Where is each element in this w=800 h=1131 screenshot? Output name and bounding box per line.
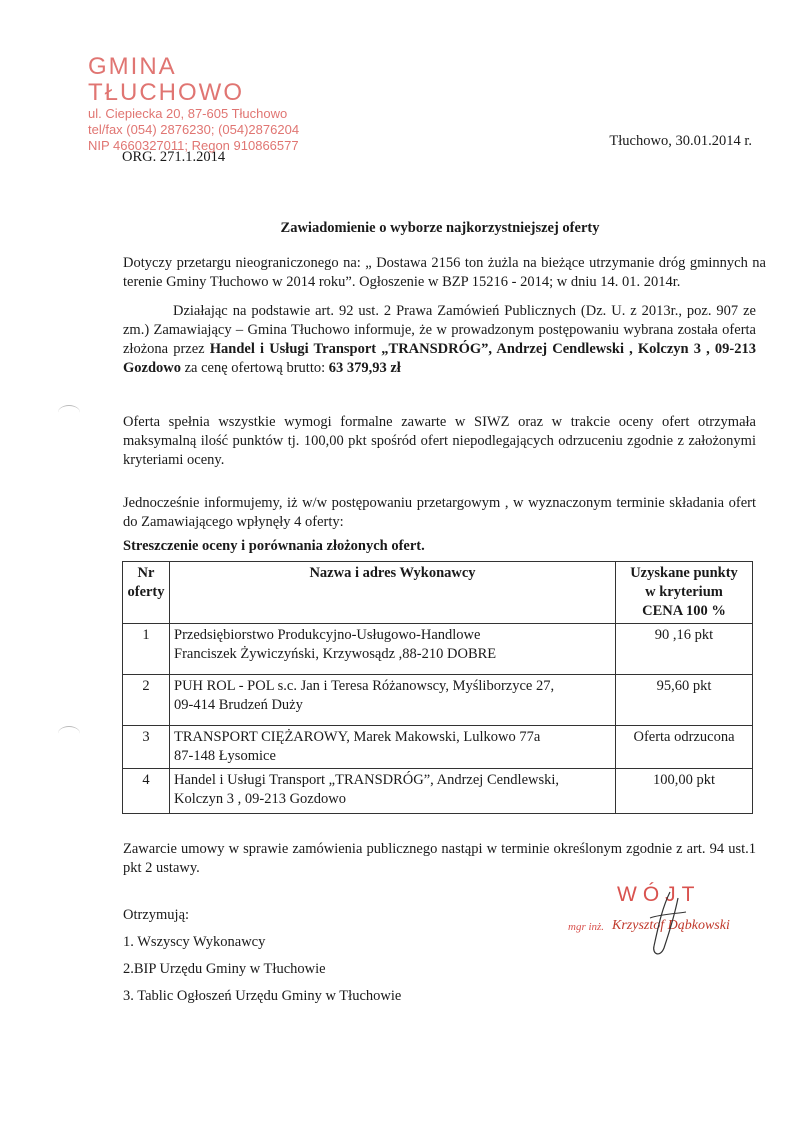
- paragraph-offers-count: Jednocześnie informujemy, iż w/w postępowaniu przetargowym , w wyznaczonym terminie składania ofert do Zamawiającego wpłynęły 4 oferty:: [123, 495, 756, 530]
- punch-hole-mark: [58, 726, 80, 741]
- recipients-label: Otrzymują:: [123, 907, 190, 923]
- signature-role-stamp: WÓJT: [617, 883, 701, 906]
- header-points-line: w kryterium: [645, 584, 723, 600]
- offers-table: [122, 561, 753, 814]
- contractor-line: Franciszek Żywiczyński, Krzywosądz ,88-210 DOBRE: [174, 646, 497, 662]
- reference-number: ORG. 271.1.2014: [122, 149, 226, 165]
- handwritten-signature: [640, 888, 700, 968]
- header-points: [616, 562, 753, 624]
- table-row: [123, 726, 753, 769]
- contractor-line: TRANSPORT CIĘŻAROWY, Marek Makowski, Lulkowo 77a: [174, 729, 541, 745]
- recipient-item: 2.BIP Urzędu Gminy w Tłuchowie: [123, 961, 326, 977]
- row-nr: 2: [123, 675, 170, 726]
- stamp-title: GMINA TŁUCHOWO: [88, 53, 244, 106]
- row-points: 100,00 pkt: [616, 769, 753, 814]
- table-row: [123, 624, 753, 675]
- winning-price: 63 379,93 zł: [328, 360, 401, 376]
- paragraph-subject: Dotyczy przetargu nieograniczonego na: „ Dostawa 2156 ton żużla na bieżące utrzymanie dróg gminnych na terenie Gminy Tłuchowo w 2014 roku”. Ogłoszenie w BZP 15216 - 2014; w dniu 14. 01. 2014r.: [123, 255, 766, 290]
- decision-text: Działając na podstawie art. 92 ust. 2 Prawa Zamówień Publicznych (Dz. U. z 2013r., poz. 907 ze zm.) Zamawiający – Gmina Tłuchowo informuje, że w prowadzonym postępowaniu wybrana została oferta złożona przez: [123, 303, 756, 357]
- row-contractor: [170, 726, 616, 769]
- winner-name: Handel i Usługi Transport „TRANSDRÓG”, Andrzej Cendlewski , Kolczyn 3 , 09-213 Gozdowo: [123, 341, 756, 376]
- contractor-line: Kolczyn 3 , 09-213 Gozdowo: [174, 791, 346, 807]
- signature-prefix: mgr inż.: [568, 921, 605, 933]
- header-points-line: CENA 100 %: [642, 603, 726, 619]
- contractor-line: Handel i Usługi Transport „TRANSDRÓG”, Andrzej Cendlewski,: [174, 772, 560, 788]
- contractor-line: 87-148 Łysomice: [174, 748, 276, 764]
- punch-hole-mark: [58, 405, 80, 420]
- office-stamp: [88, 54, 328, 154]
- table-row: [123, 769, 753, 814]
- row-points: Oferta odrzucona: [616, 726, 753, 769]
- table-row: [123, 675, 753, 726]
- decision-price-label: za cenę ofertową brutto:: [181, 360, 329, 376]
- header-nr: Nr oferty: [123, 562, 170, 624]
- header-points-line: Uzyskane punkty: [630, 565, 738, 581]
- row-nr: 4: [123, 769, 170, 814]
- header-name: Nazwa i adres Wykonawcy: [170, 562, 616, 624]
- stamp-address: ul. Ciepiecka 20, 87-605 Tłuchowo: [88, 106, 288, 121]
- row-contractor: [170, 769, 616, 814]
- recipient-item: 1. Wszyscy Wykonawcy: [123, 934, 266, 950]
- contractor-line: Przedsiębiorstwo Produkcyjno-Usługowo-Handlowe: [174, 627, 481, 643]
- row-contractor: [170, 675, 616, 726]
- recipient-item: 3. Tablic Ogłoszeń Urzędu Gminy w Tłuchowie: [123, 988, 402, 1004]
- signature-name: Krzysztof Dąbkowski: [612, 918, 730, 933]
- table-title: Streszczenie oceny i porównania złożonych ofert.: [123, 538, 425, 554]
- document-title: Zawiadomienie o wyborze najkorzystniejszej oferty: [280, 220, 600, 236]
- contractor-line: PUH ROL - POL s.c. Jan i Teresa Różanowscy, Myśliborzyce 27,: [174, 678, 555, 694]
- stamp-ids: NIP 4660327011; Regon 910866577: [88, 138, 299, 153]
- paragraph-decision: [123, 302, 756, 378]
- row-contractor: [170, 624, 616, 675]
- table-header-row: [123, 562, 753, 624]
- row-points: 90 ,16 pkt: [616, 624, 753, 675]
- paragraph-contract: Zawarcie umowy w sprawie zamówienia publicznego nastąpi w terminie określonym zgodnie z art. 94 ust.1 pkt 2 ustawy.: [123, 841, 756, 876]
- row-points: 95,60 pkt: [616, 675, 753, 726]
- contractor-line: 09-414 Brudzeń Duży: [174, 697, 303, 713]
- row-nr: 1: [123, 624, 170, 675]
- place-date: Tłuchowo, 30.01.2014 r.: [609, 133, 752, 149]
- stamp-phone: tel/fax (054) 2876230; (054)2876204: [88, 122, 300, 137]
- row-nr: 3: [123, 726, 170, 769]
- paragraph-evaluation: Oferta spełnia wszystkie wymogi formalne zawarte w SIWZ oraz w trakcie oceny ofert otrzymała maksymalną ilość punktów tj. 100,00 pkt spośród ofert niepodlegających odrzuceniu zgodnie z założonymi kryteriami oceny.: [123, 414, 756, 468]
